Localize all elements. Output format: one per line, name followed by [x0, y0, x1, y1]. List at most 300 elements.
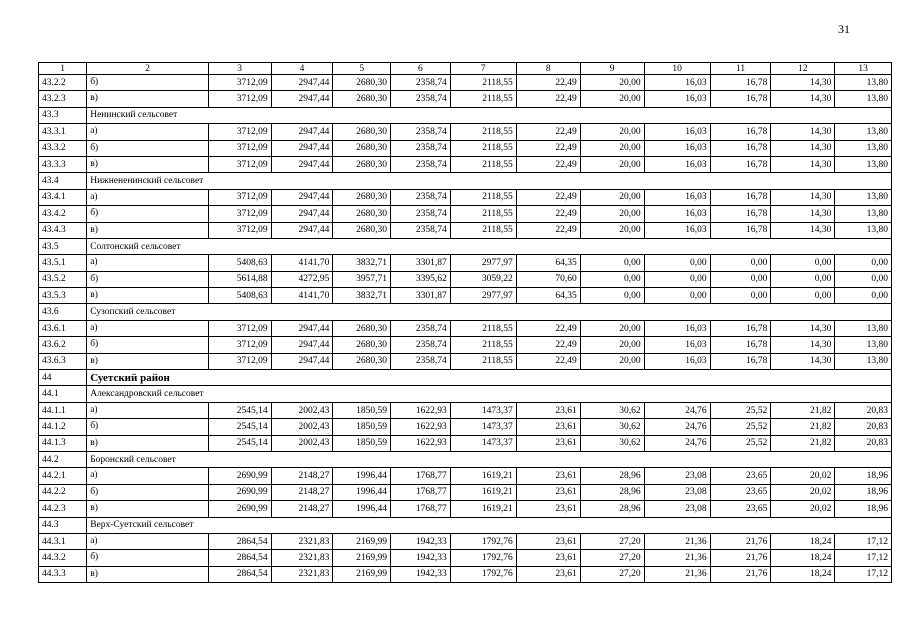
- table-cell: 20,00: [580, 320, 644, 336]
- row-code: 43.4.2: [39, 206, 87, 222]
- table-cell: 2169,99: [333, 533, 391, 549]
- table-cell: 21,82: [771, 435, 835, 451]
- table-row: [39, 468, 892, 484]
- table-row: [39, 566, 892, 582]
- section-title: Боронский сельсовет: [87, 451, 892, 467]
- table-cell: 0,00: [771, 288, 835, 304]
- table-row: [39, 206, 892, 222]
- table-cell: 16,03: [644, 124, 710, 140]
- table-cell: 16,03: [644, 140, 710, 156]
- row-label: а): [87, 402, 209, 418]
- table-cell: 22,49: [516, 75, 580, 91]
- row-code: 43.6: [39, 304, 87, 320]
- district-row: [39, 370, 892, 386]
- table-row: [39, 140, 892, 156]
- row-code: 43.2.2: [39, 75, 87, 91]
- table-cell: 0,00: [835, 255, 892, 271]
- table-cell: 21,76: [710, 533, 771, 549]
- table-cell: 0,00: [835, 271, 892, 287]
- table-cell: 14,30: [771, 353, 835, 369]
- table-cell: 2864,54: [208, 566, 271, 582]
- table-cell: 0,00: [644, 288, 710, 304]
- column-header: 8: [516, 63, 580, 75]
- table-cell: 3957,71: [333, 271, 391, 287]
- row-code: 44.3: [39, 517, 87, 533]
- table-cell: 27,20: [580, 550, 644, 566]
- row-code: 43.4: [39, 173, 87, 189]
- column-header: 6: [391, 63, 451, 75]
- row-label: б): [87, 419, 209, 435]
- row-label: б): [87, 484, 209, 500]
- row-code: 44.3.3: [39, 566, 87, 582]
- table-cell: 2947,44: [271, 91, 333, 107]
- table-cell: 2169,99: [333, 550, 391, 566]
- table-cell: 1619,21: [450, 468, 516, 484]
- table-cell: 2002,43: [271, 435, 333, 451]
- table-cell: 0,00: [580, 255, 644, 271]
- table-cell: 0,00: [710, 271, 771, 287]
- table-row: [39, 550, 892, 566]
- table-cell: 20,02: [771, 484, 835, 500]
- table-row: [39, 533, 892, 549]
- table-cell: 13,80: [835, 156, 892, 172]
- section-title: Александровский сельсовет: [87, 386, 892, 402]
- table-cell: 18,96: [835, 501, 892, 517]
- section-row: [39, 107, 892, 123]
- table-cell: 24,76: [644, 435, 710, 451]
- row-label: а): [87, 533, 209, 549]
- row-code: 44.1.3: [39, 435, 87, 451]
- table-cell: 16,78: [710, 222, 771, 238]
- table-cell: 14,30: [771, 140, 835, 156]
- table-cell: 16,78: [710, 337, 771, 353]
- table-cell: 3712,09: [208, 91, 271, 107]
- table-cell: 23,61: [516, 468, 580, 484]
- table-cell: 2358,74: [391, 189, 451, 205]
- row-code: 44.2: [39, 451, 87, 467]
- section-row: [39, 517, 892, 533]
- section-row: [39, 451, 892, 467]
- table-cell: 2680,30: [333, 320, 391, 336]
- row-code: 44.1.1: [39, 402, 87, 418]
- table-cell: 16,03: [644, 156, 710, 172]
- table-cell: 2358,74: [391, 124, 451, 140]
- table-cell: 16,03: [644, 189, 710, 205]
- table-cell: 2118,55: [450, 353, 516, 369]
- table-cell: 23,65: [710, 501, 771, 517]
- table-cell: 3832,71: [333, 288, 391, 304]
- table-cell: 23,61: [516, 435, 580, 451]
- table-row: [39, 501, 892, 517]
- table-cell: 23,61: [516, 402, 580, 418]
- column-header: 13: [835, 63, 892, 75]
- row-code: 43.5: [39, 238, 87, 254]
- page-number: 31: [838, 22, 850, 36]
- table-cell: 2947,44: [271, 156, 333, 172]
- table-cell: 1792,76: [450, 533, 516, 549]
- table-cell: 0,00: [835, 288, 892, 304]
- row-code: 43.3.2: [39, 140, 87, 156]
- table-cell: 2321,83: [271, 533, 333, 549]
- table-cell: 2864,54: [208, 533, 271, 549]
- table-cell: 20,00: [580, 91, 644, 107]
- table-cell: 16,03: [644, 75, 710, 91]
- table-cell: 2321,83: [271, 550, 333, 566]
- table-cell: 30,62: [580, 419, 644, 435]
- table-cell: 2358,74: [391, 91, 451, 107]
- table-cell: 14,30: [771, 75, 835, 91]
- table-cell: 16,03: [644, 222, 710, 238]
- table-cell: 25,52: [710, 402, 771, 418]
- row-label: а): [87, 124, 209, 140]
- table-cell: 2545,14: [208, 419, 271, 435]
- table-cell: 1768,77: [391, 501, 451, 517]
- table-cell: 14,30: [771, 156, 835, 172]
- row-code: 44: [39, 370, 87, 386]
- table-cell: 3712,09: [208, 140, 271, 156]
- table-cell: 23,08: [644, 484, 710, 500]
- table-cell: 20,00: [580, 222, 644, 238]
- column-header: 12: [771, 63, 835, 75]
- table-cell: 16,03: [644, 91, 710, 107]
- row-code: 44.3.2: [39, 550, 87, 566]
- row-label: б): [87, 75, 209, 91]
- table-cell: 1996,44: [333, 484, 391, 500]
- table-cell: 2002,43: [271, 419, 333, 435]
- table-cell: 16,03: [644, 320, 710, 336]
- row-label: а): [87, 189, 209, 205]
- table-cell: 16,78: [710, 189, 771, 205]
- table-cell: 2947,44: [271, 353, 333, 369]
- table-cell: 2947,44: [271, 75, 333, 91]
- table-cell: 23,61: [516, 501, 580, 517]
- table-row: [39, 124, 892, 140]
- table-row: [39, 75, 892, 91]
- table-cell: 2680,30: [333, 189, 391, 205]
- table-cell: 22,49: [516, 140, 580, 156]
- row-code: 44.1: [39, 386, 87, 402]
- table-row: [39, 91, 892, 107]
- table-cell: 30,62: [580, 435, 644, 451]
- table-cell: 13,80: [835, 320, 892, 336]
- row-label: в): [87, 156, 209, 172]
- table-cell: 0,00: [771, 255, 835, 271]
- table-cell: 2148,27: [271, 468, 333, 484]
- column-header: 5: [333, 63, 391, 75]
- row-label: в): [87, 288, 209, 304]
- table-cell: 1996,44: [333, 501, 391, 517]
- table-cell: 21,82: [771, 402, 835, 418]
- table-cell: 14,30: [771, 189, 835, 205]
- table-cell: 20,83: [835, 402, 892, 418]
- table-cell: 16,78: [710, 124, 771, 140]
- table-cell: 3712,09: [208, 206, 271, 222]
- table-cell: 22,49: [516, 222, 580, 238]
- table-body: [39, 63, 892, 583]
- table-cell: 23,61: [516, 550, 580, 566]
- table-row: [39, 353, 892, 369]
- table-cell: 1619,21: [450, 484, 516, 500]
- table-cell: 23,61: [516, 484, 580, 500]
- section-row: [39, 238, 892, 254]
- table-cell: 2680,30: [333, 91, 391, 107]
- table-cell: 14,30: [771, 337, 835, 353]
- column-header: 3: [208, 63, 271, 75]
- table-cell: 2118,55: [450, 206, 516, 222]
- table-cell: 28,96: [580, 484, 644, 500]
- table-cell: 22,49: [516, 206, 580, 222]
- table-cell: 20,00: [580, 353, 644, 369]
- row-code: 43.3.1: [39, 124, 87, 140]
- section-title: Солтонский сельсовет: [87, 238, 892, 254]
- table-cell: 2680,30: [333, 140, 391, 156]
- table-cell: 14,30: [771, 206, 835, 222]
- table-cell: 16,03: [644, 353, 710, 369]
- table-cell: 16,78: [710, 353, 771, 369]
- table-cell: 22,49: [516, 91, 580, 107]
- table-cell: 5408,63: [208, 255, 271, 271]
- column-header: 7: [450, 63, 516, 75]
- table-row: [39, 419, 892, 435]
- table-cell: 20,00: [580, 140, 644, 156]
- table-cell: 1622,93: [391, 419, 451, 435]
- table-cell: 2358,74: [391, 140, 451, 156]
- table-cell: 2690,99: [208, 468, 271, 484]
- table-cell: 14,30: [771, 124, 835, 140]
- table-cell: 20,00: [580, 206, 644, 222]
- table-cell: 16,03: [644, 337, 710, 353]
- table-cell: 20,00: [580, 156, 644, 172]
- row-code: 43.3: [39, 107, 87, 123]
- table-cell: 16,78: [710, 75, 771, 91]
- section-row: [39, 173, 892, 189]
- section-title: Ненинский сельсовет: [87, 107, 892, 123]
- table-cell: 0,00: [644, 255, 710, 271]
- table-cell: 18,24: [771, 566, 835, 582]
- table-cell: 13,80: [835, 124, 892, 140]
- table-cell: 64,35: [516, 288, 580, 304]
- table-cell: 2118,55: [450, 222, 516, 238]
- table-cell: 2148,27: [271, 501, 333, 517]
- table-cell: 14,30: [771, 222, 835, 238]
- table-cell: 2002,43: [271, 402, 333, 418]
- table-cell: 23,08: [644, 501, 710, 517]
- table-cell: 2358,74: [391, 320, 451, 336]
- row-label: в): [87, 566, 209, 582]
- table-cell: 30,62: [580, 402, 644, 418]
- section-title: Сузопский сельсовет: [87, 304, 892, 320]
- table-cell: 2947,44: [271, 320, 333, 336]
- table-cell: 20,02: [771, 501, 835, 517]
- table-cell: 2118,55: [450, 124, 516, 140]
- table-cell: 22,49: [516, 156, 580, 172]
- table-cell: 3395,62: [391, 271, 451, 287]
- table-cell: 1473,37: [450, 402, 516, 418]
- table-cell: 3059,22: [450, 271, 516, 287]
- table-cell: 4272,95: [271, 271, 333, 287]
- table-cell: 18,24: [771, 533, 835, 549]
- table-header-row: [39, 63, 892, 75]
- row-code: 43.5.1: [39, 255, 87, 271]
- table-cell: 14,30: [771, 320, 835, 336]
- row-label: в): [87, 222, 209, 238]
- table-cell: 4141,70: [271, 255, 333, 271]
- row-label: в): [87, 353, 209, 369]
- row-code: 43.2.3: [39, 91, 87, 107]
- table-cell: 23,65: [710, 468, 771, 484]
- row-code: 43.4.3: [39, 222, 87, 238]
- table-cell: 3712,09: [208, 156, 271, 172]
- table-cell: 21,76: [710, 550, 771, 566]
- table-cell: 1622,93: [391, 435, 451, 451]
- table-cell: 2358,74: [391, 206, 451, 222]
- column-header: 9: [580, 63, 644, 75]
- table-cell: 27,20: [580, 566, 644, 582]
- section-row: [39, 386, 892, 402]
- table-cell: 23,61: [516, 419, 580, 435]
- table-cell: 25,52: [710, 419, 771, 435]
- table-cell: 21,36: [644, 550, 710, 566]
- table-cell: 1850,59: [333, 435, 391, 451]
- row-label: в): [87, 435, 209, 451]
- table-cell: 17,12: [835, 550, 892, 566]
- row-code: 44.1.2: [39, 419, 87, 435]
- table-cell: 22,49: [516, 337, 580, 353]
- table-row: [39, 156, 892, 172]
- table-cell: 25,52: [710, 435, 771, 451]
- table-cell: 13,80: [835, 206, 892, 222]
- row-label: б): [87, 271, 209, 287]
- table-cell: 2947,44: [271, 124, 333, 140]
- table-cell: 2977,97: [450, 288, 516, 304]
- table-cell: 2680,30: [333, 353, 391, 369]
- table-cell: 0,00: [710, 288, 771, 304]
- row-code: 44.3.1: [39, 533, 87, 549]
- table-cell: 16,78: [710, 206, 771, 222]
- table-cell: 13,80: [835, 189, 892, 205]
- table-cell: 24,76: [644, 419, 710, 435]
- table-cell: 2358,74: [391, 75, 451, 91]
- table-cell: 28,96: [580, 501, 644, 517]
- table-cell: 16,78: [710, 140, 771, 156]
- table-cell: 2148,27: [271, 484, 333, 500]
- table-cell: 22,49: [516, 124, 580, 140]
- table-cell: 2947,44: [271, 189, 333, 205]
- row-label: а): [87, 320, 209, 336]
- table-cell: 2680,30: [333, 222, 391, 238]
- table-cell: 2118,55: [450, 156, 516, 172]
- table-cell: 13,80: [835, 337, 892, 353]
- row-label: в): [87, 501, 209, 517]
- row-code: 43.6.2: [39, 337, 87, 353]
- table-cell: 2545,14: [208, 402, 271, 418]
- table-cell: 27,20: [580, 533, 644, 549]
- table-cell: 23,61: [516, 533, 580, 549]
- row-label: в): [87, 91, 209, 107]
- table-cell: 0,00: [644, 271, 710, 287]
- table-cell: 3712,09: [208, 320, 271, 336]
- table-cell: 1996,44: [333, 468, 391, 484]
- table-cell: 22,49: [516, 353, 580, 369]
- section-title: Верх-Суетский сельсовет: [87, 517, 892, 533]
- table-cell: 2321,83: [271, 566, 333, 582]
- row-label: б): [87, 337, 209, 353]
- table-cell: 20,02: [771, 468, 835, 484]
- table-cell: 3712,09: [208, 75, 271, 91]
- table-cell: 1473,37: [450, 435, 516, 451]
- table-cell: 70,60: [516, 271, 580, 287]
- table-cell: 23,08: [644, 468, 710, 484]
- tariff-table: [38, 62, 892, 583]
- table-cell: 2680,30: [333, 124, 391, 140]
- table-cell: 1473,37: [450, 419, 516, 435]
- table-cell: 3301,87: [391, 255, 451, 271]
- table-cell: 18,96: [835, 468, 892, 484]
- table-row: [39, 222, 892, 238]
- table-cell: 28,96: [580, 468, 644, 484]
- table-cell: 1942,33: [391, 550, 451, 566]
- table-cell: 2680,30: [333, 337, 391, 353]
- table-row: [39, 320, 892, 336]
- table-cell: 21,82: [771, 419, 835, 435]
- table-cell: 14,30: [771, 91, 835, 107]
- row-code: 44.2.2: [39, 484, 87, 500]
- row-label: б): [87, 550, 209, 566]
- column-header: 2: [87, 63, 209, 75]
- table-cell: 21,36: [644, 533, 710, 549]
- table-cell: 1942,33: [391, 566, 451, 582]
- row-code: 43.5.2: [39, 271, 87, 287]
- table-cell: 0,00: [580, 288, 644, 304]
- column-header: 4: [271, 63, 333, 75]
- table-cell: 2358,74: [391, 353, 451, 369]
- row-code: 43.6.1: [39, 320, 87, 336]
- table-cell: 3712,09: [208, 222, 271, 238]
- table-cell: 13,80: [835, 222, 892, 238]
- section-title: Нижнененинский сельсовет: [87, 173, 892, 189]
- row-code: 43.3.3: [39, 156, 87, 172]
- table-cell: 2118,55: [450, 91, 516, 107]
- table-cell: 13,80: [835, 140, 892, 156]
- table-cell: 3712,09: [208, 124, 271, 140]
- table-cell: 3301,87: [391, 288, 451, 304]
- table-cell: 5408,63: [208, 288, 271, 304]
- table-cell: 20,00: [580, 189, 644, 205]
- table-cell: 2947,44: [271, 337, 333, 353]
- table-row: [39, 435, 892, 451]
- table-cell: 2690,99: [208, 501, 271, 517]
- table-cell: 21,76: [710, 566, 771, 582]
- column-header: 10: [644, 63, 710, 75]
- table-cell: 2545,14: [208, 435, 271, 451]
- table-cell: 16,03: [644, 206, 710, 222]
- table-row: [39, 255, 892, 271]
- row-label: б): [87, 206, 209, 222]
- section-row: [39, 304, 892, 320]
- table-cell: 1850,59: [333, 402, 391, 418]
- row-label: а): [87, 468, 209, 484]
- table-cell: 20,83: [835, 419, 892, 435]
- table-cell: 18,24: [771, 550, 835, 566]
- column-header: 1: [39, 63, 87, 75]
- table-cell: 3712,09: [208, 189, 271, 205]
- table-cell: 1850,59: [333, 419, 391, 435]
- table-cell: 3712,09: [208, 337, 271, 353]
- table-cell: 5614,88: [208, 271, 271, 287]
- table-cell: 2358,74: [391, 156, 451, 172]
- table-cell: 20,00: [580, 75, 644, 91]
- table-cell: 13,80: [835, 75, 892, 91]
